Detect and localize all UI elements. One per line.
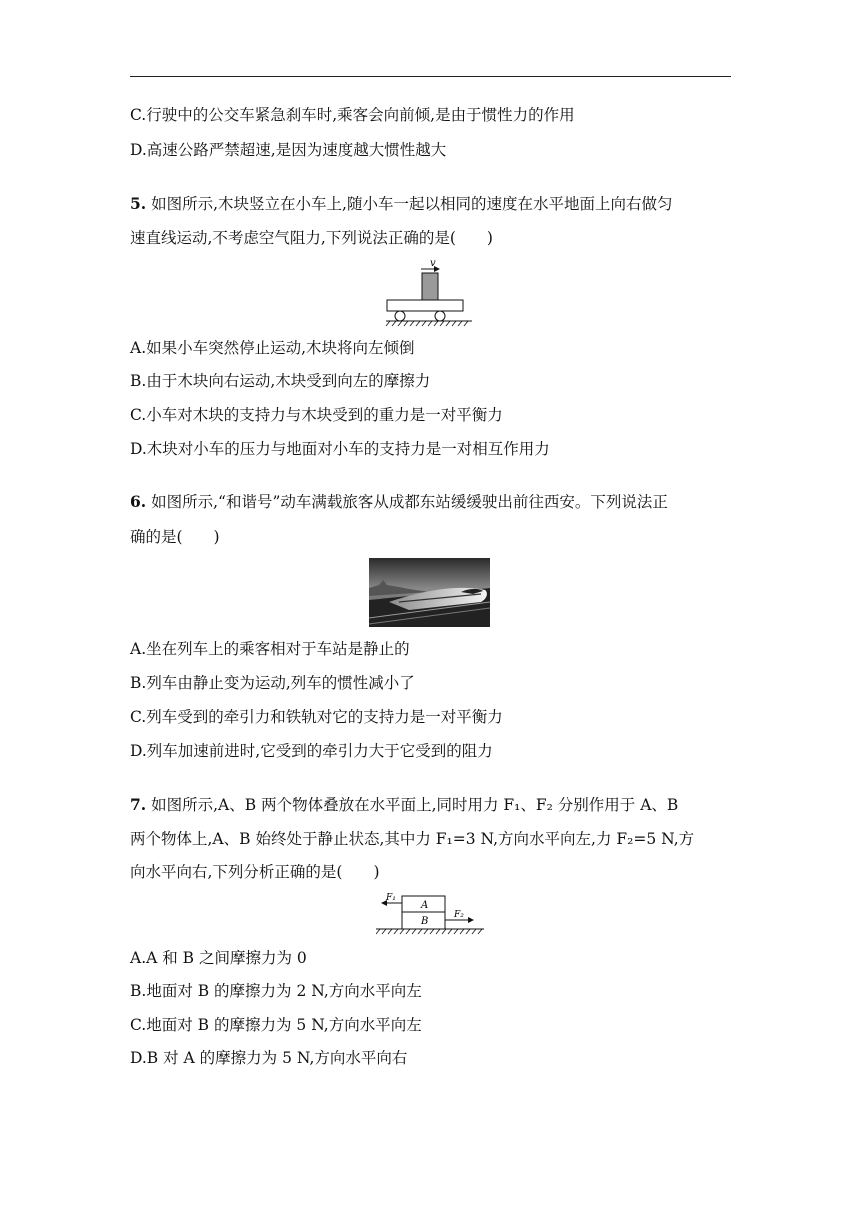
- q5-stem-1: 如图所示,木块竖立在小车上,随小车一起以相同的速度在水平地面上向右做匀: [151, 195, 673, 213]
- q7-block-a-label: A: [421, 900, 429, 911]
- q7-ground-hatch: [376, 929, 482, 934]
- q5-number: 5.: [130, 194, 147, 213]
- q7-block-b-label: B: [421, 916, 429, 927]
- q5-stem-line-1: [130, 194, 731, 214]
- q6-option-b: B.列车由静止变为运动,列车的惯性减小了: [130, 674, 415, 692]
- q6-train-photo: [369, 558, 490, 627]
- q5-option-b: B.由于木块向右运动,木块受到向左的摩擦力: [130, 372, 431, 390]
- q7-stem-line-2: 两个物体上,A、B 始终处于静止状态,其中力 F₁=3 N,方向水平向左,力 F₂=5 N,方: [130, 830, 695, 848]
- q7-number: 7.: [130, 795, 147, 814]
- q7-option-b: B.地面对 B 的摩擦力为 2 N,方向水平向左: [130, 982, 422, 1000]
- q5-cart-body: [387, 300, 463, 311]
- q5-option-d: D.木块对小车的压力与地面对小车的支持力是一对相互作用力: [130, 440, 550, 458]
- q6-option-a: A.坐在列车上的乘客相对于车站是静止的: [130, 640, 410, 658]
- prev-option-d: D.高速公路严禁超速,是因为速度越大惯性越大: [130, 141, 447, 159]
- q7-blocks-figure: [376, 889, 488, 939]
- q5-velocity-label: v: [430, 258, 436, 269]
- prev-option-c: C.行驶中的公交车紧急刹车时,乘客会向前倾,是由于惯性力的作用: [130, 106, 575, 124]
- q5-wood-block: [422, 273, 438, 300]
- q6-stem-1: 如图所示,“和谐号”动车满载旅客从成都东站缓缓驶出前往西安。下列说法正: [151, 493, 668, 511]
- q5-cart-figure: [382, 255, 474, 327]
- header-rule: [130, 76, 731, 77]
- q7-stem-line-1: [130, 795, 731, 815]
- q6-option-c: C.列车受到的牵引力和铁轨对它的支持力是一对平衡力: [130, 708, 503, 726]
- q5-cart-wheel-right: [435, 311, 445, 321]
- q6-stem-line-1: [130, 492, 731, 512]
- q5-option-c: C.小车对木块的支持力与木块受到的重力是一对平衡力: [130, 406, 503, 424]
- q5-cart-wheel-left: [395, 311, 405, 321]
- q5-option-a: A.如果小车突然停止运动,木块将向左倾倒: [130, 339, 415, 357]
- q5-ground-hatch: [386, 321, 468, 326]
- q7-option-d: D.B 对 A 的摩擦力为 5 N,方向水平向右: [130, 1049, 408, 1067]
- q7-stem-line-3: 向水平向右,下列分析正确的是( ): [130, 863, 380, 881]
- q6-stem-line-2: 确的是( ): [130, 528, 220, 546]
- q7-option-a: A.A 和 B 之间摩擦力为 0: [130, 949, 307, 967]
- q6-number: 6.: [130, 492, 147, 511]
- q6-option-d: D.列车加速前进时,它受到的牵引力大于它受到的阻力: [130, 742, 493, 760]
- q7-option-c: C.地面对 B 的摩擦力为 5 N,方向水平向左: [130, 1016, 422, 1034]
- q7-f1-label: F₁: [386, 893, 396, 903]
- q7-stem-1: 如图所示,A、B 两个物体叠放在水平面上,同时用力 F₁、F₂ 分别作用于 A、B: [151, 796, 679, 814]
- q7-f2-label: F₂: [454, 910, 464, 920]
- q5-stem-line-2: 速直线运动,不考虑空气阻力,下列说法正确的是( ): [130, 229, 493, 247]
